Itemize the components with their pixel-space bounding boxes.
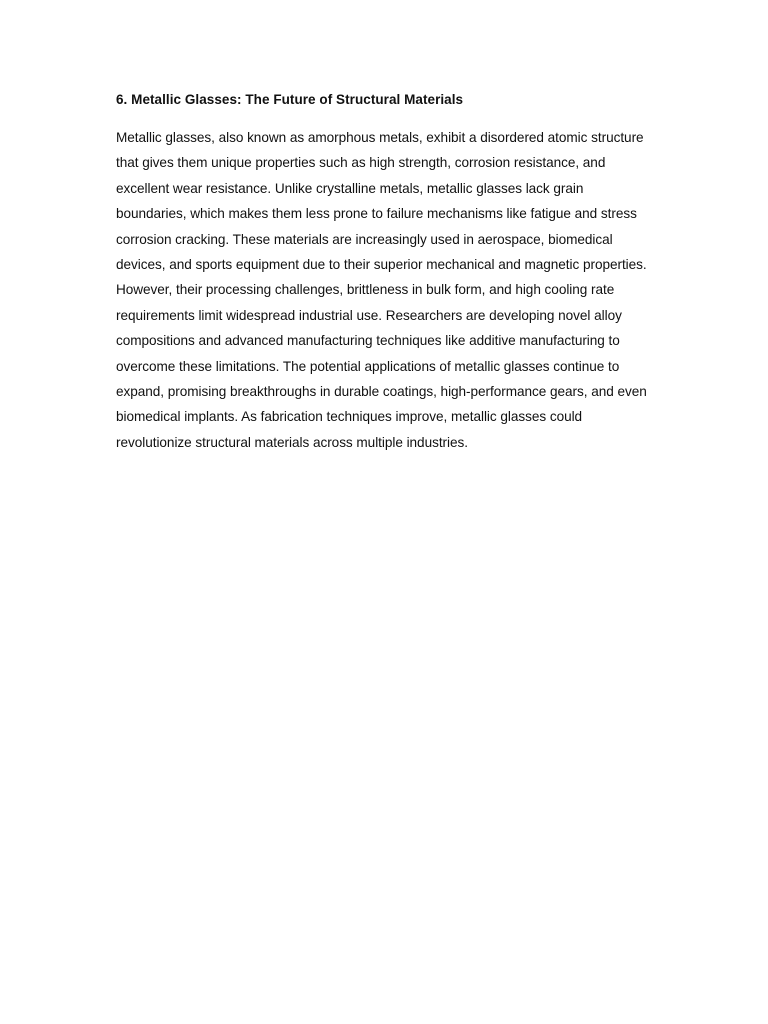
body-paragraph: Metallic glasses, also known as amorphous metals, exhibit a disordered atomic structure that gives them unique properties such as high strength, corrosion resistance, and excellent wear resistance. Unlike crystalline metals, metallic glasses lack grain boundaries, which makes them less prone to failure mechanisms like fatigue and stress corrosion cracking. These materials are increasingly used in aerospace, biomedical devices, and sports equipment due to their superior mechanical and magnetic properties. However, their processing challenges, brittleness in bulk form, and high cooling rate requirements limit widespread industrial use. Researchers are developing novel alloy compositions and advanced manufacturing techniques like additive manufacturing to overcome these limitations. The potential applications of metallic glasses continue to expand, promising breakthroughs in durable coatings, high-performance gears, and even biomedical implants. As fabrication techniques improve, metallic glasses could revolutionize structural materials across multiple industries. <box>116 130 647 450</box>
document-content <box>116 90 656 455</box>
section-heading: 6. Metallic Glasses: The Future of Structural Materials <box>116 92 464 107</box>
